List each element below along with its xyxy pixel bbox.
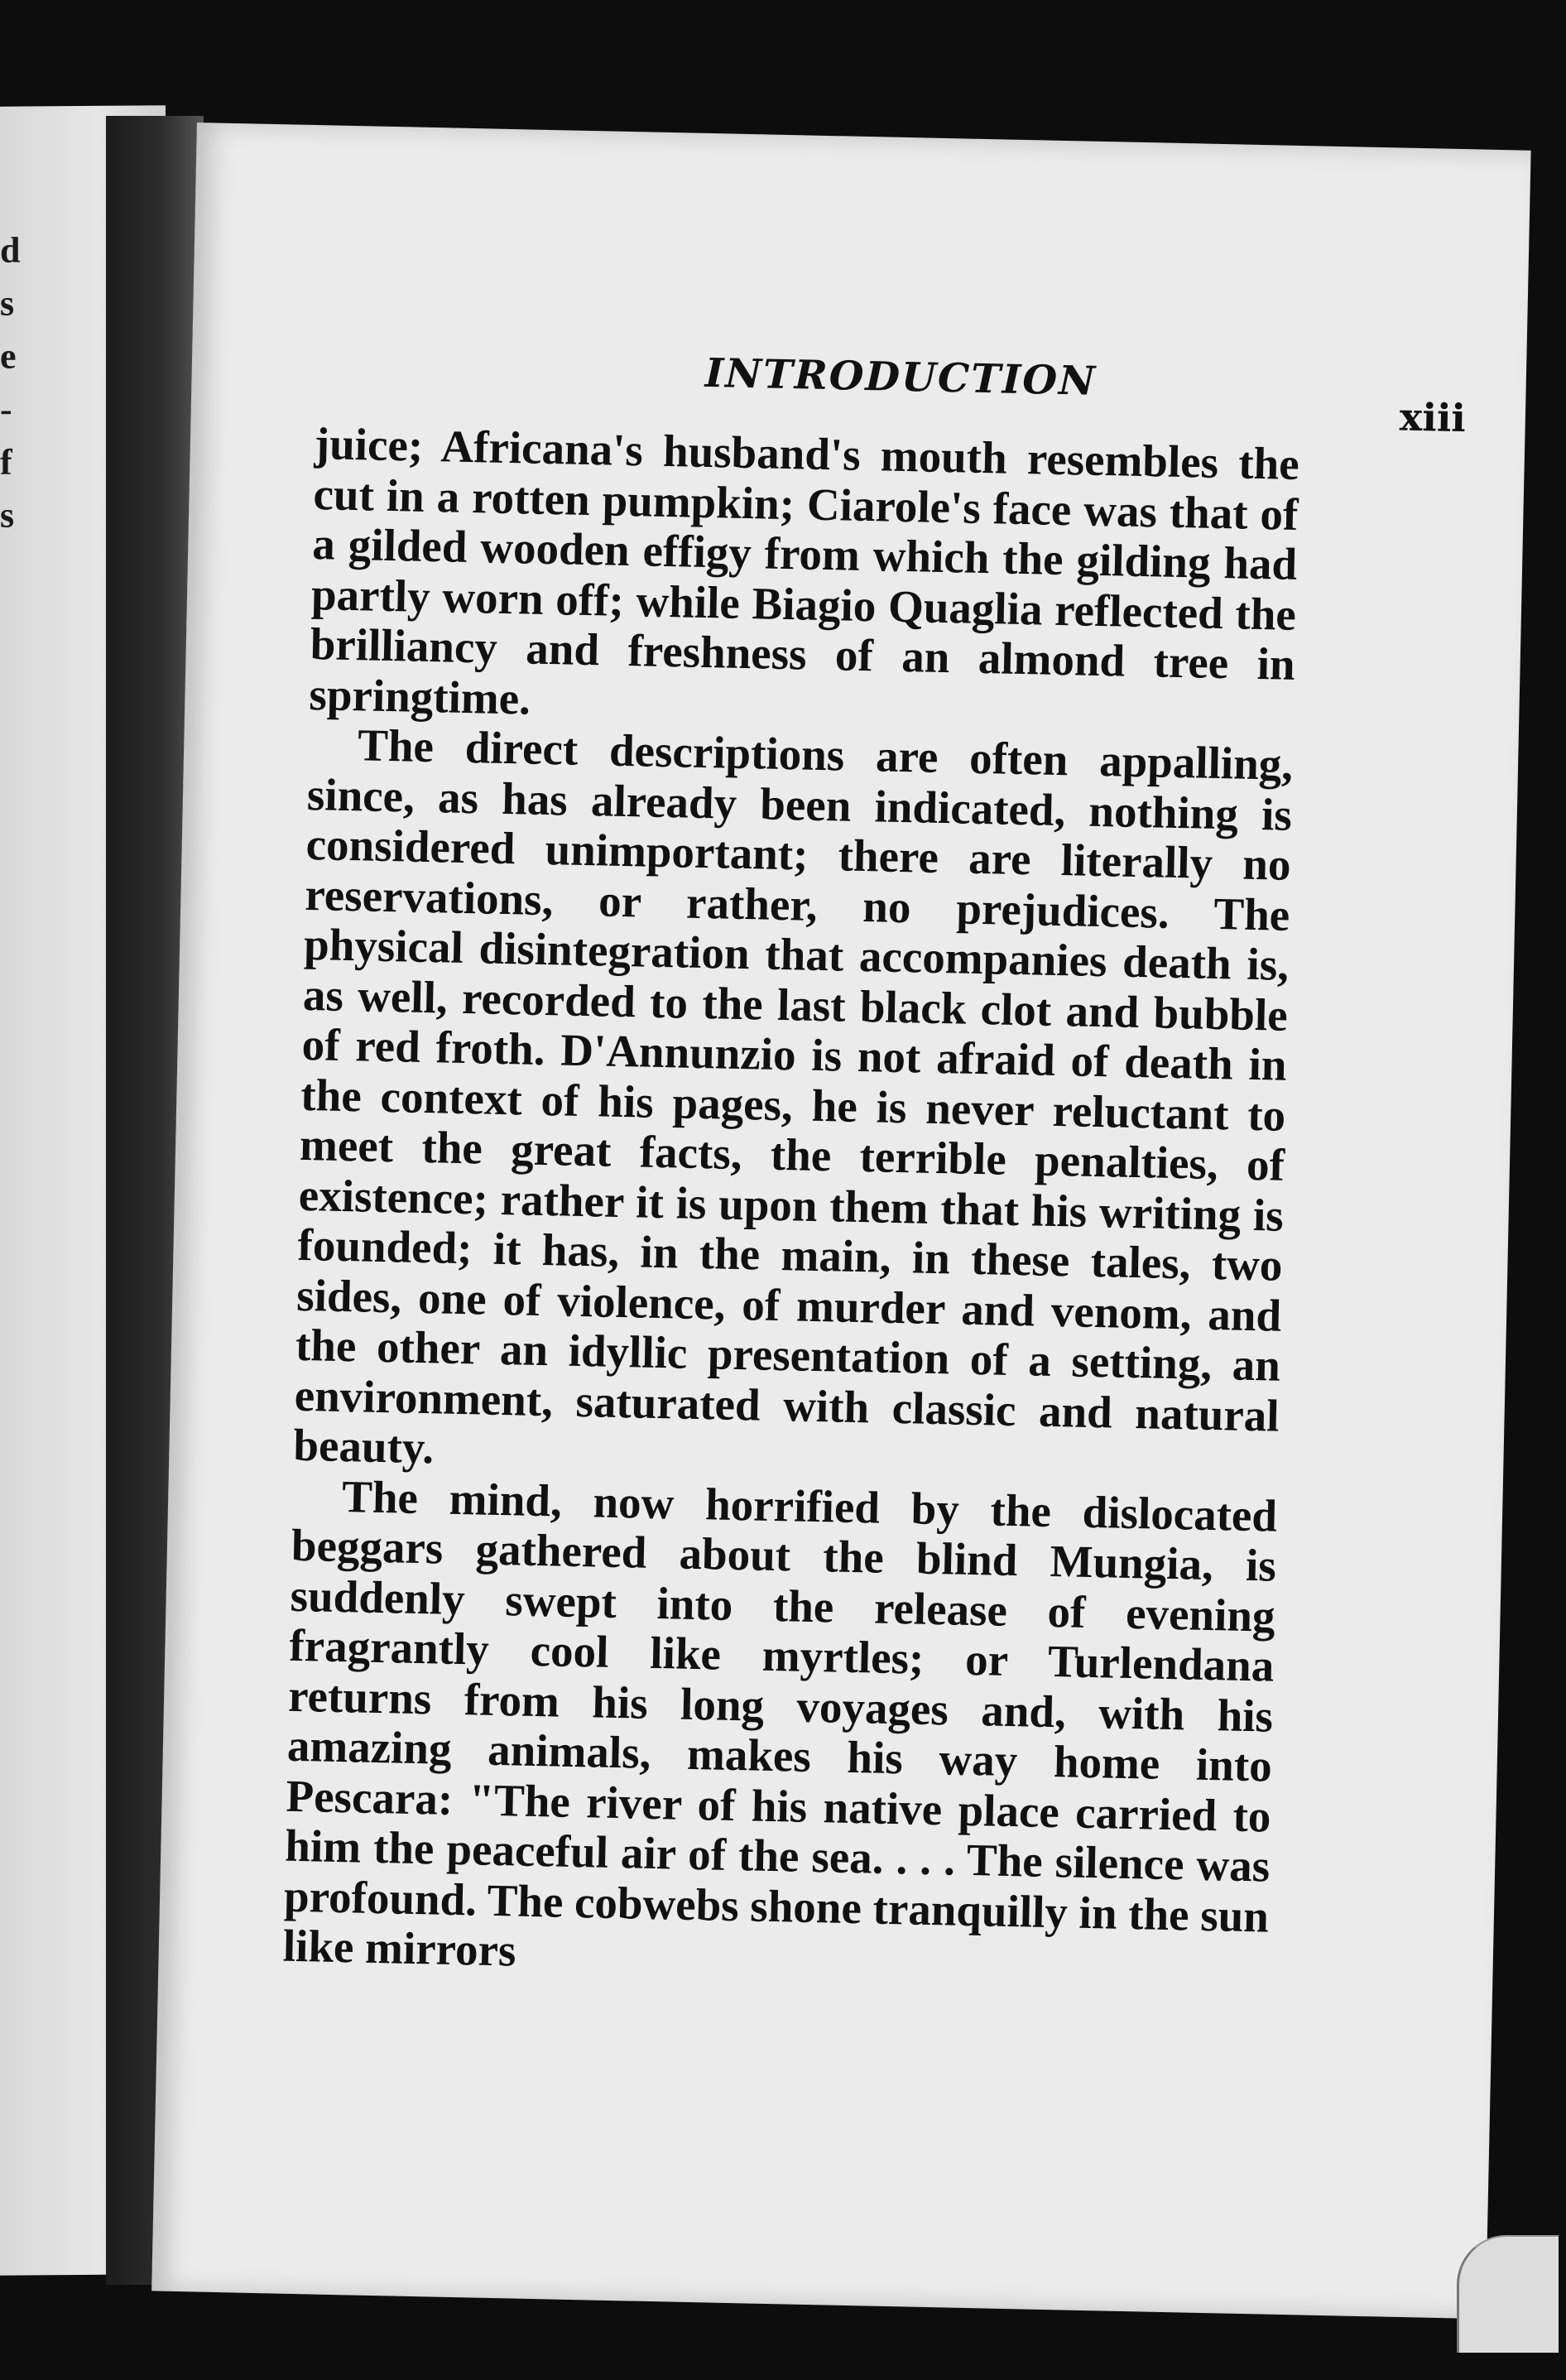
running-head — [315, 342, 1475, 441]
running-head-title: INTRODUCTION — [704, 349, 1098, 405]
margin-letter: d — [0, 229, 21, 271]
paragraph-2: The direct descriptions are often appalling, since, as has already been indicated, nothing is considered unimportant; there are literally no reservations, or rather, no prejudices. The physical disintegration that accompanies death is, as well, recorded to the last black clot and bubble of red froth. D'Annunzio is not afraid of death in the context of his pages, he is never reluctant to meet the great facts, the terrible penalties, of existence; rather it is upon them that his writing is founded; it has, in the main, in these tales, two sides, one of violence, of murder and venom, and the other an idyllic presentation of a setting, an environment, saturated with classic and natural beauty. — [292, 719, 1294, 1474]
paragraph-3: The mind, now horrified by the dislocated beggars gathered about the blind Mungia, is suddenly swept into the release of evening fragrantly cool like myrtles; or Turlendana returns from his long voyages and, with his amazing animals, makes his way home into Pescara: "The river of his native place carried to him the peaceful air of the sea. . . . The silence was profound. The cobwebs shone tranquilly in the sun like mirrors — [282, 1470, 1278, 1976]
margin-letter: e — [0, 335, 17, 377]
margin-letter: s — [0, 282, 15, 324]
margin-letter: f — [0, 441, 12, 483]
paragraph-1: juice; Africana's husband's mouth resembles the cut in a rotten pumpkin; Ciarole's face was that of a gilded wooden effigy from which the gilding had partly worn off; while Biagio Quaglia reflected the brilliancy and freshness of an almond tree in springtime. — [308, 418, 1300, 724]
margin-letter: - — [0, 388, 12, 430]
page-corner-curl — [1457, 2235, 1559, 2353]
book-page — [151, 123, 1531, 2319]
margin-letter: s — [0, 494, 15, 536]
body-text — [282, 419, 1299, 1992]
page-number: xiii — [1399, 394, 1467, 441]
